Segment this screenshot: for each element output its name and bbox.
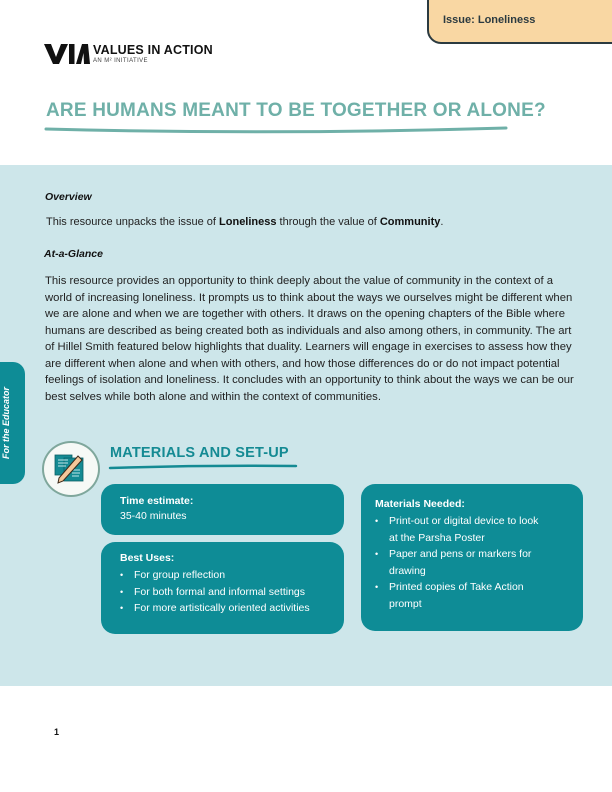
- issue-label: Issue: Loneliness: [443, 14, 536, 26]
- page-title: ARE HUMANS MEANT TO BE TOGETHER OR ALONE?: [46, 100, 546, 121]
- issue-name: Loneliness: [219, 216, 277, 228]
- logo-title: VALUES IN ACTION: [93, 43, 213, 57]
- list-item: • For more artistically oriented activities: [120, 600, 344, 617]
- list-item: • Print-out or digital device to look at the Parsha Poster: [375, 513, 540, 546]
- via-logo-icon: [44, 44, 90, 64]
- side-tab-label: For the Educator: [1, 386, 11, 460]
- best-uses-list: [120, 567, 344, 617]
- time-estimate-card: [101, 484, 344, 535]
- page-number: 1: [54, 727, 60, 737]
- logo-subtitle: AN M² INITIATIVE: [93, 58, 148, 64]
- list-item: • For group reflection: [120, 567, 344, 584]
- overview-text-part: through the value of: [276, 216, 380, 228]
- materials-needed-label: Materials Needed:: [375, 498, 465, 510]
- overview-text-part: .: [440, 216, 444, 228]
- materials-needed-list: [375, 513, 540, 612]
- logo: [44, 44, 213, 64]
- best-uses-card: [101, 542, 344, 634]
- overview-text: [46, 216, 443, 228]
- document-pencil-icon: [42, 441, 100, 497]
- materials-section-title: MATERIALS AND SET-UP: [110, 445, 289, 461]
- title-underline: [44, 125, 508, 135]
- at-a-glance-paragraph: This resource provides an opportunity to think deeply about the value of community in the context of a world of increasing loneliness. It prompts us to think about the ways we ourselves might be different when we are alone and when we are together with others. It draws on the opening chapters of the Bible where humans are described as being created both as individuals and also among others, in community. The art of Hillel Smith featured below highlights that duality. Learners will engage in exercises to assess how they are different when alone and when with others, and how those differences do or do not impact potential feelings of isolation and loneliness. It concludes with an opportunity to think about the ways we can be our best selves while both alone and within the context of communities.: [45, 275, 574, 403]
- best-uses-label: Best Uses:: [120, 552, 175, 564]
- time-estimate-value: 35-40 minutes: [120, 510, 187, 522]
- at-a-glance-heading: At-a-Glance: [44, 248, 103, 260]
- value-name: Community: [379, 216, 441, 228]
- overview-text-part: This resource unpacks the issue of: [46, 216, 220, 228]
- materials-needed-card: [361, 484, 583, 631]
- list-item: • Paper and pens or markers for drawing: [375, 546, 540, 579]
- overview-heading: Overview: [45, 191, 92, 203]
- issue-tab: [427, 0, 612, 44]
- list-item: • For both formal and informal settings: [120, 584, 344, 601]
- list-item: • Printed copies of Take Action prompt: [375, 579, 540, 612]
- for-the-educator-tab: [0, 362, 25, 484]
- time-estimate-label: Time estimate:: [120, 495, 194, 507]
- section-underline: [108, 463, 298, 471]
